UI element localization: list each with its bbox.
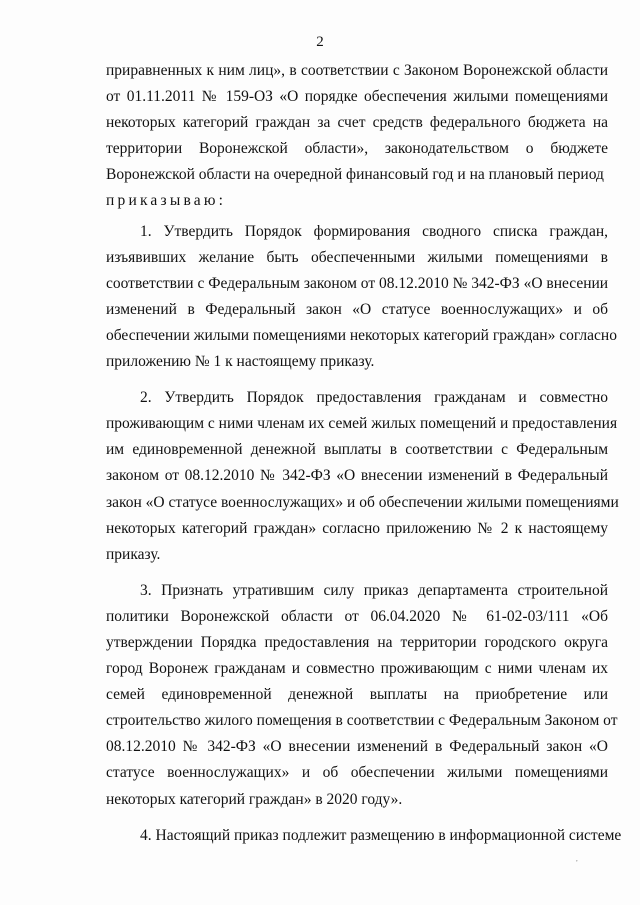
text-line: обеспечении жилыми помещениями некоторых категорий граждан» согласно <box>106 326 617 344</box>
text-line: 4. Настоящий приказ подлежит размещению в информационной системе <box>140 826 622 844</box>
text-line: некоторых категорий граждан» согласно приложению № 2 к настоящему <box>106 519 608 537</box>
page-number: 2 <box>316 34 324 50</box>
text-line: политики Воронежской области от 06.04.2020 № 61-02-03/111 «Об <box>106 607 608 625</box>
text-line: 2. Утвердить Порядок предоставления гражданам и совместно <box>140 389 608 407</box>
text-line: 3. Признать утратившим силу приказ департамента строительной <box>140 581 608 599</box>
text-line: от 01.11.2011 № 159-ОЗ «О порядке обеспечения жилыми помещениями <box>106 88 608 106</box>
clause-3 <box>106 578 618 813</box>
text-line: 08.12.2010 № 342-ФЗ «О внесении изменений в Федеральный закон «О <box>106 738 608 756</box>
text-line: 1. Утвердить Порядок формирования сводного списка граждан, <box>140 222 608 240</box>
text-line: строительство жилого помещения в соответствии с Федеральным Законом от <box>106 712 618 730</box>
text-line: им единовременной денежной выплаты в соответствии с Федеральным <box>106 441 608 459</box>
clause-4 <box>106 823 622 849</box>
text-line: соответствии с Федеральным законом от 08.12.2010 № 342-ФЗ «О внесении <box>106 274 609 292</box>
text-line: некоторых категорий граждан за счет средств федерального бюджета на <box>106 114 608 132</box>
text-line: закон «О статусе военнослужащих» и об обеспечении жилыми помещениями <box>106 493 619 511</box>
document-body <box>106 58 622 849</box>
order-word: приказываю: <box>106 192 227 210</box>
scan-mark: ʼ <box>575 859 578 867</box>
text-line: Воронежской области на очередной финансовый год и на плановый период <box>106 166 604 184</box>
intro-paragraph <box>106 58 608 215</box>
text-line: семей единовременной денежной выплаты на приобретение или <box>106 686 608 704</box>
text-line: город Воронеж гражданам и совместно проживающим с ними членам их <box>106 660 608 678</box>
text-line: изъявивших желание быть обеспеченными жилыми помещениями в <box>106 248 608 266</box>
text-line: приказу. <box>106 545 161 563</box>
text-line: утверждении Порядка предоставления на территории городского округа <box>106 633 608 651</box>
text-line: некоторых категорий граждан» в 2020 году». <box>106 790 403 808</box>
text-line: законом от 08.12.2010 № 342-ФЗ «О внесении изменений в Федеральный <box>106 467 608 485</box>
text-line: изменений в Федеральный закон «О статусе военнослужащих» и об <box>106 300 608 318</box>
text-line: приложению № 1 к настоящему приказу. <box>106 353 375 371</box>
text-line: территории Воронежской области», законодательством о бюджете <box>106 140 608 158</box>
text-line: статусе военнослужащих» и об обеспечении жилыми помещениями <box>106 764 608 782</box>
text-line: приравненных к ним лиц», в соответствии с Законом Воронежской области <box>106 62 608 79</box>
clause-1 <box>106 219 617 376</box>
text-line: проживающим с ними членам их семей жилых помещений и предоставления <box>106 415 618 433</box>
clause-2 <box>106 385 619 568</box>
